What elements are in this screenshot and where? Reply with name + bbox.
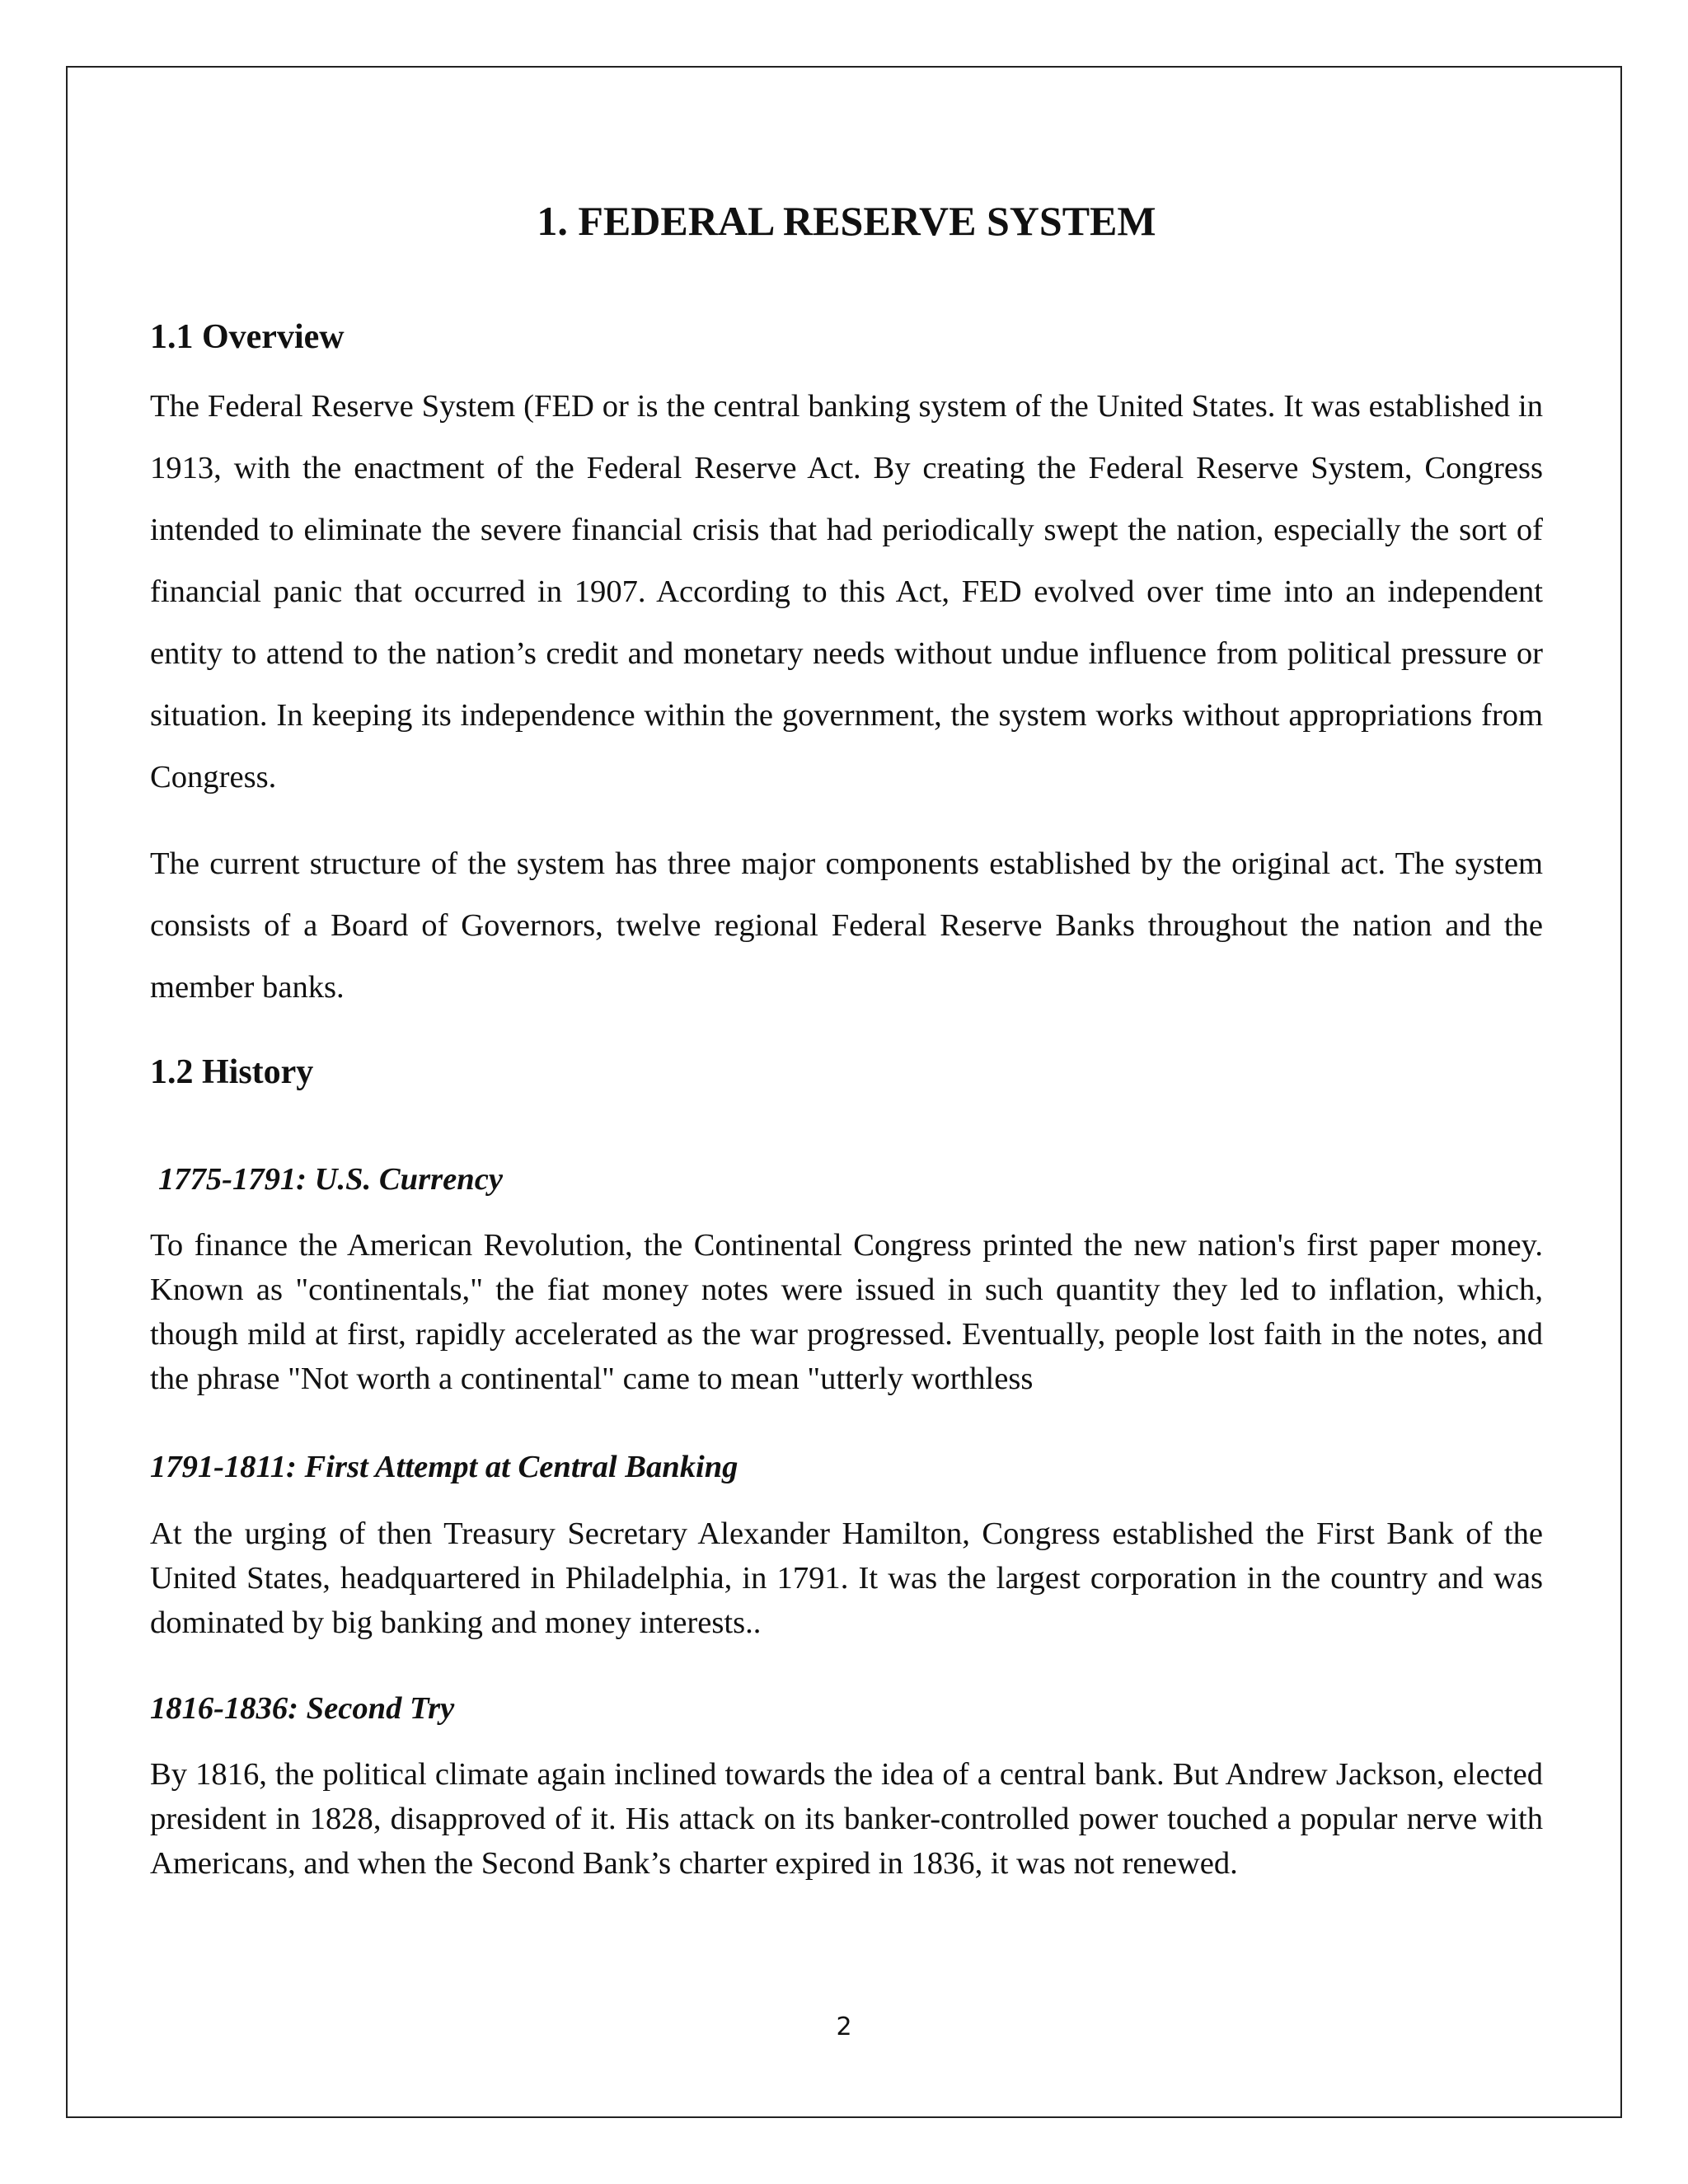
history-entry-title: 1816-1836: Second Try (150, 1691, 455, 1726)
history-entry-title: 1791-1811: First Attempt at Central Banking (150, 1450, 738, 1484)
overview-heading: 1.1 Overview (150, 318, 345, 356)
history-heading: 1.2 History (150, 1053, 314, 1091)
page-number: 2 (836, 2013, 852, 2041)
history-entry-text: At the urging of then Treasury Secretary Alexander Hamilton, Congress established the First Bank of the United States, headquartered in Philadelphia, in 1791. It was the largest corporation in the country and was dominated by big banking and money interests.. (150, 1516, 1543, 1640)
chapter-title: 1. FEDERAL RESERVE SYSTEM (537, 198, 1156, 244)
history-entry-text: To finance the American Revolution, the Continental Congress printed the new nation's first paper money. Known as "continentals," the fiat money notes were issued in such quantity they led to inflation, which, though mild at first, rapidly accelerated as the war progressed. Eventually, people lost faith in the notes, and the phrase "Not worth a continental" came to mean "utterly worthless (150, 1228, 1543, 1396)
overview-paragraph: The Federal Reserve System (FED or is the central banking system of the United States. It was established in 1913, with the enactment of the Federal Reserve Act. By creating the Federal Reserve System, Congress intended to eliminate the severe financial crisis that had periodically swept the nation, especially the sort of financial panic that occurred in 1907. According to this Act, FED evolved over time into an independent entity to attend to the nation’s credit and monetary needs without undue influence from political pressure or situation. In keeping its independence within the government, the system works without appropriations from Congress. (150, 389, 1543, 794)
history-entry-title: 1775-1791: U.S. Currency (158, 1162, 503, 1197)
history-entry-text: By 1816, the political climate again inclined towards the idea of a central bank. But Andrew Jackson, elected president in 1828, disapproved of it. His attack on its banker-controlled power touched a popular nerve with Americans, and when the Second Bank’s charter expired in 1836, it was not renewed. (150, 1757, 1543, 1881)
overview-paragraph: The current structure of the system has three major components established by the original act. The system consists of a Board of Governors, twelve regional Federal Reserve Banks throughout the nation and the member banks. (150, 846, 1543, 1005)
